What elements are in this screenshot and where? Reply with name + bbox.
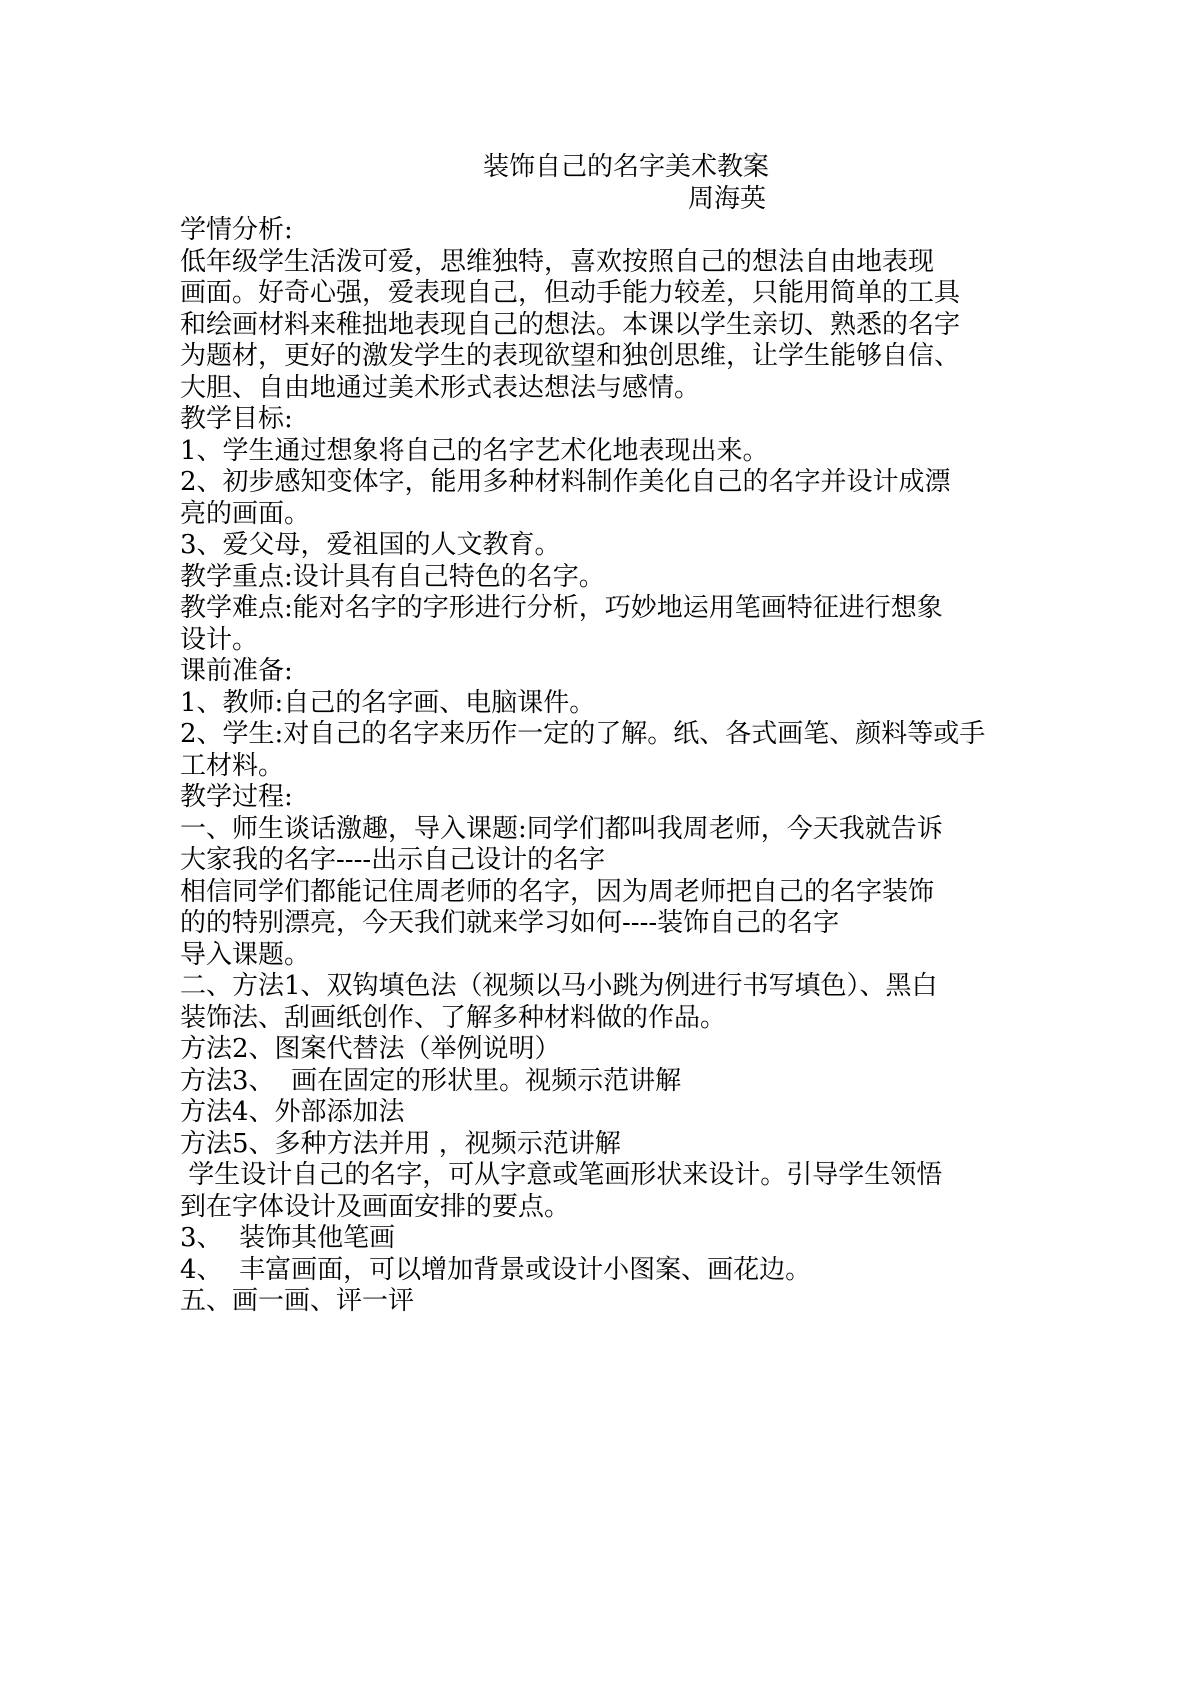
paragraph-line: 和绘画材料来稚拙地表现自己的想法。本课以学生亲切、熟悉的名字 xyxy=(180,309,961,340)
list-item: 2、初步感知变体字，能用多种材料制作美化自己的名字并设计成漂 xyxy=(180,467,951,497)
list-item: 1、教师:自己的名字画、电脑课件。 xyxy=(180,687,596,718)
paragraph-line: 到在字体设计及画面安排的要点。 xyxy=(180,1191,571,1222)
method-line: 方法3、 画在固定的形状里。视频示范讲解 xyxy=(180,1065,682,1096)
list-item: 3、爱父母，爱祖国的人文教育。 xyxy=(180,530,561,560)
list-item: 4、 丰富画面，可以增加背景或设计小图案、画花边。 xyxy=(180,1254,812,1285)
section-heading-draw-evaluate: 五、画一画、评一评 xyxy=(180,1286,415,1316)
section-heading-process: 教学过程: xyxy=(180,782,293,812)
paragraph-line: 为题材，更好的激发学生的表现欲望和独创思维，让学生能够自信、 xyxy=(180,341,961,371)
paragraph-line: 学生设计自己的名字，可从字意或笔画形状来设计。引导学生领悟 xyxy=(180,1160,943,1190)
document-title: 装饰自己的名字美术教案 xyxy=(482,152,769,182)
paragraph-line: 低年级学生活泼可爱，思维独特，喜欢按照自己的想法自由地表现 xyxy=(180,246,935,277)
section-heading-preparation: 课前准备: xyxy=(180,656,293,686)
list-item: 3、 装饰其他笔画 xyxy=(180,1223,396,1253)
method-line: 方法2、图案代替法（举例说明） xyxy=(180,1034,561,1064)
section-heading-analysis: 学情分析: xyxy=(180,215,293,245)
paragraph-line: 相信同学们都能记住周老师的名字，因为周老师把自己的名字装饰 xyxy=(180,876,935,907)
method-line: 方法4、外部添加法 xyxy=(180,1097,405,1127)
paragraph-line: 大家我的名字----出示自己设计的名字 xyxy=(180,845,606,875)
list-item: 2、学生:对自己的名字来历作一定的了解。纸、各式画笔、颜料等或手 xyxy=(180,719,986,749)
method-line: 方法5、多种方法并用 ，视频示范讲解 xyxy=(180,1128,621,1159)
difficulty-line-continuation: 设计。 xyxy=(180,624,259,655)
paragraph-line: 装饰法、刮画纸创作、了解多种材料做的作品。 xyxy=(180,1002,727,1033)
paragraph-line: 二、方法1、双钩填色法（视频以马小跳为例进行书写填色）、黑白 xyxy=(180,971,938,1001)
difficulty-line: 教学难点:能对名字的字形进行分析，巧妙地运用笔画特征进行想象 xyxy=(180,593,943,623)
key-point-line: 教学重点:设计具有自己特色的名字。 xyxy=(180,561,605,592)
paragraph-line: 大胆、自由地通过美术形式表达想法与感情。 xyxy=(180,372,701,403)
list-item-continuation: 工材料。 xyxy=(180,750,285,781)
paragraph-line: 画面。好奇心强，爱表现自己，但动手能力较差，只能用简单的工具 xyxy=(180,278,961,308)
document-body xyxy=(180,152,1030,1318)
list-item: 1、学生通过想象将自己的名字艺术化地表现出来。 xyxy=(180,435,769,466)
paragraph-line: 导入课题。 xyxy=(180,939,311,970)
paragraph-line: 一、师生谈话激趣，导入课题:同学们都叫我周老师，今天我就告诉 xyxy=(180,813,943,844)
text-lines xyxy=(180,215,1030,1318)
paragraph-line: 的的特别漂亮，今天我们就来学习如何----装饰自己的名字 xyxy=(180,908,840,938)
list-item-continuation: 亮的画面。 xyxy=(180,498,311,529)
document-author: 周海英 xyxy=(688,183,767,214)
section-heading-goals: 教学目标: xyxy=(180,404,293,434)
